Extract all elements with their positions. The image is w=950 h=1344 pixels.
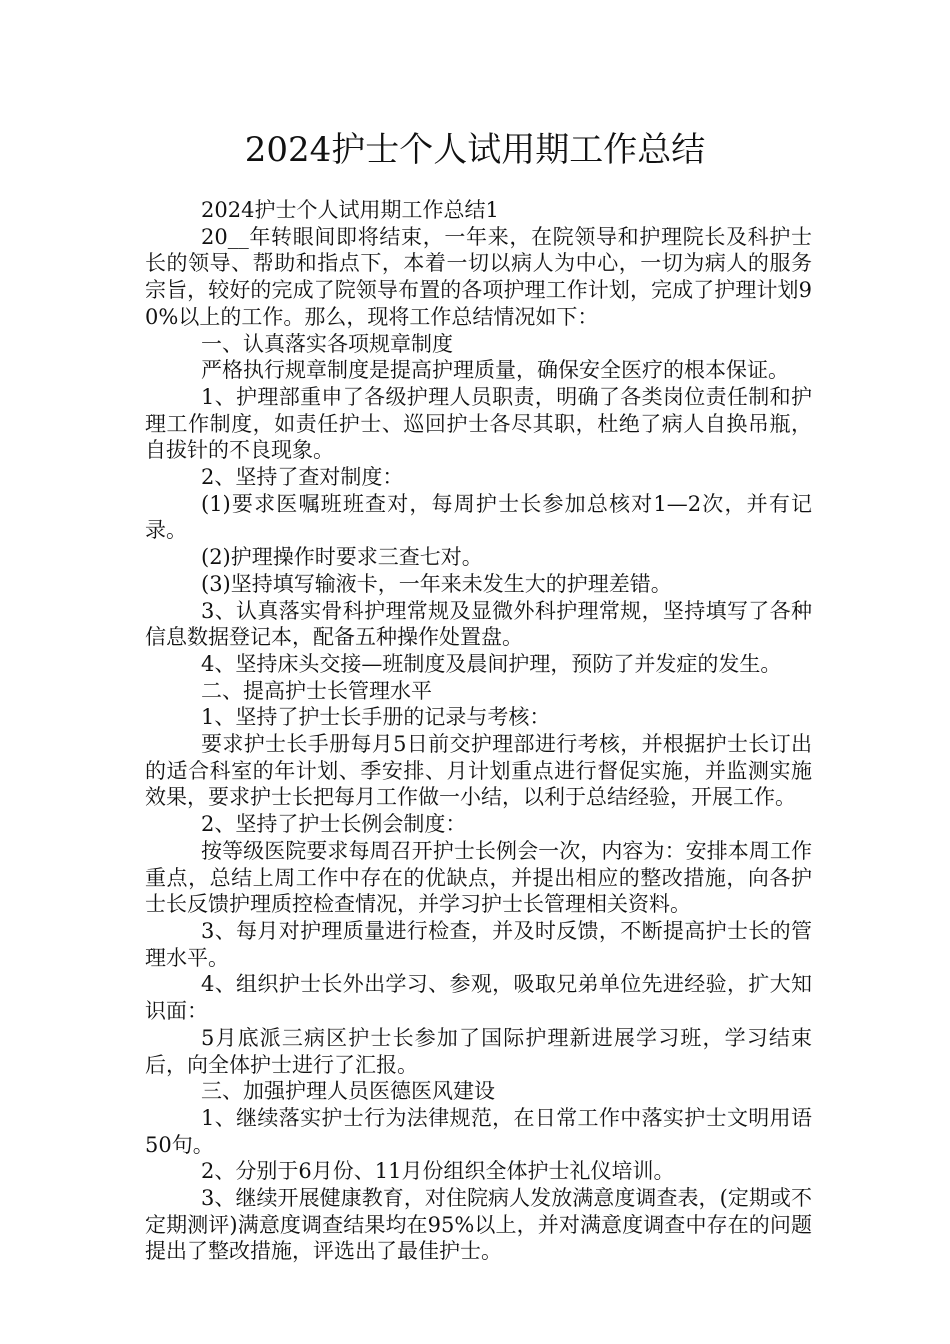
section-heading-3: 三、加强护理人员医德医风建设 xyxy=(201,1079,495,1104)
paragraph: (2)护理操作时要求三查七对。 xyxy=(201,545,483,570)
document-title: 2024护士个人试用期工作总结 xyxy=(244,130,706,170)
section-heading-1: 一、认真落实各项规章制度 xyxy=(201,331,453,356)
paragraph: 3、每月对护理质量进行检查，并及时反馈，不断提高护士长的管理水平。 xyxy=(145,918,812,970)
section-heading-2: 二、提高护士长管理水平 xyxy=(201,678,432,703)
paragraph: 1、护理部重申了各级护理人员职责，明确了各类岗位责任制和护理工作制度，如责任护士、巡回护士各尽其职，杜绝了病人自换吊瓶，自拔针的不良现象。 xyxy=(145,384,812,463)
paragraph: 3、继续开展健康教育，对住院病人发放满意度调查表，(定期或不定期测评)满意度调查结果均在95%以上，并对满意度调查中存在的问题提出了整改措施，评选出了最佳护士。 xyxy=(145,1186,812,1264)
paragraph: 要求护士长手册每月5日前交护理部进行考核，并根据护士长订出的适合科室的年计划、季安排、月计划重点进行督促实施，并监测实施效果，要求护士长把每月工作做一小结，以利于总结经验，开展工作。 xyxy=(145,732,812,810)
paragraph: (1)要求医嘱班班查对，每周护士长参加总核对1—2次，并有记录。 xyxy=(145,491,812,543)
paragraph: 严格执行规章制度是提高护理质量，确保安全医疗的根本保证。 xyxy=(201,358,789,383)
document-body xyxy=(145,197,812,1265)
paragraph: 2、分别于6月份、11月份组织全体护士礼仪培训。 xyxy=(201,1159,675,1184)
paragraph: 按等级医院要求每周召开护士长例会一次，内容为：安排本周工作重点，总结上周工作中存在的优缺点，并提出相应的整改措施，向各护士长反馈护理质控检查情况，并学习护士长管理相关资料。 xyxy=(145,838,812,917)
intro-paragraph: 20__年转眼间即将结束，一年来，在院领导和护理院长及科护士长的领导、帮助和指点下，本着一切以病人为中心，一切为病人的服务宗旨，较好的完成了院领导布置的各项护理工作计划，完成了护理计划90%以上的工作。那么，现将工作总结情况如下： xyxy=(145,224,812,329)
paragraph: 2、坚持了查对制度： xyxy=(201,465,404,490)
paragraph: 4、组织护士长外出学习、参观，吸取兄弟单位先进经验，扩大知识面： xyxy=(145,972,812,1024)
paragraph: 1、继续落实护士行为法律规范，在日常工作中落实护士文明用语50句。 xyxy=(145,1105,812,1157)
subtitle-line: 2024护士个人试用期工作总结1 xyxy=(201,198,499,222)
paragraph: 5月底派三病区护士长参加了国际护理新进展学习班，学习结束后，向全体护士进行了汇报。 xyxy=(145,1025,812,1077)
paragraph: 1、坚持了护士长手册的记录与考核： xyxy=(201,705,551,730)
paragraph: 2、坚持了护士长例会制度： xyxy=(201,812,467,837)
paragraph: 4、坚持床头交接—班制度及晨间护理，预防了并发症的发生。 xyxy=(201,651,782,676)
paragraph: 3、认真落实骨科护理常规及显微外科护理常规，坚持填写了各种信息数据登记本，配备五种操作处置盘。 xyxy=(145,598,812,650)
paragraph: (3)坚持填写输液卡，一年来未发生大的护理差错。 xyxy=(201,571,672,596)
